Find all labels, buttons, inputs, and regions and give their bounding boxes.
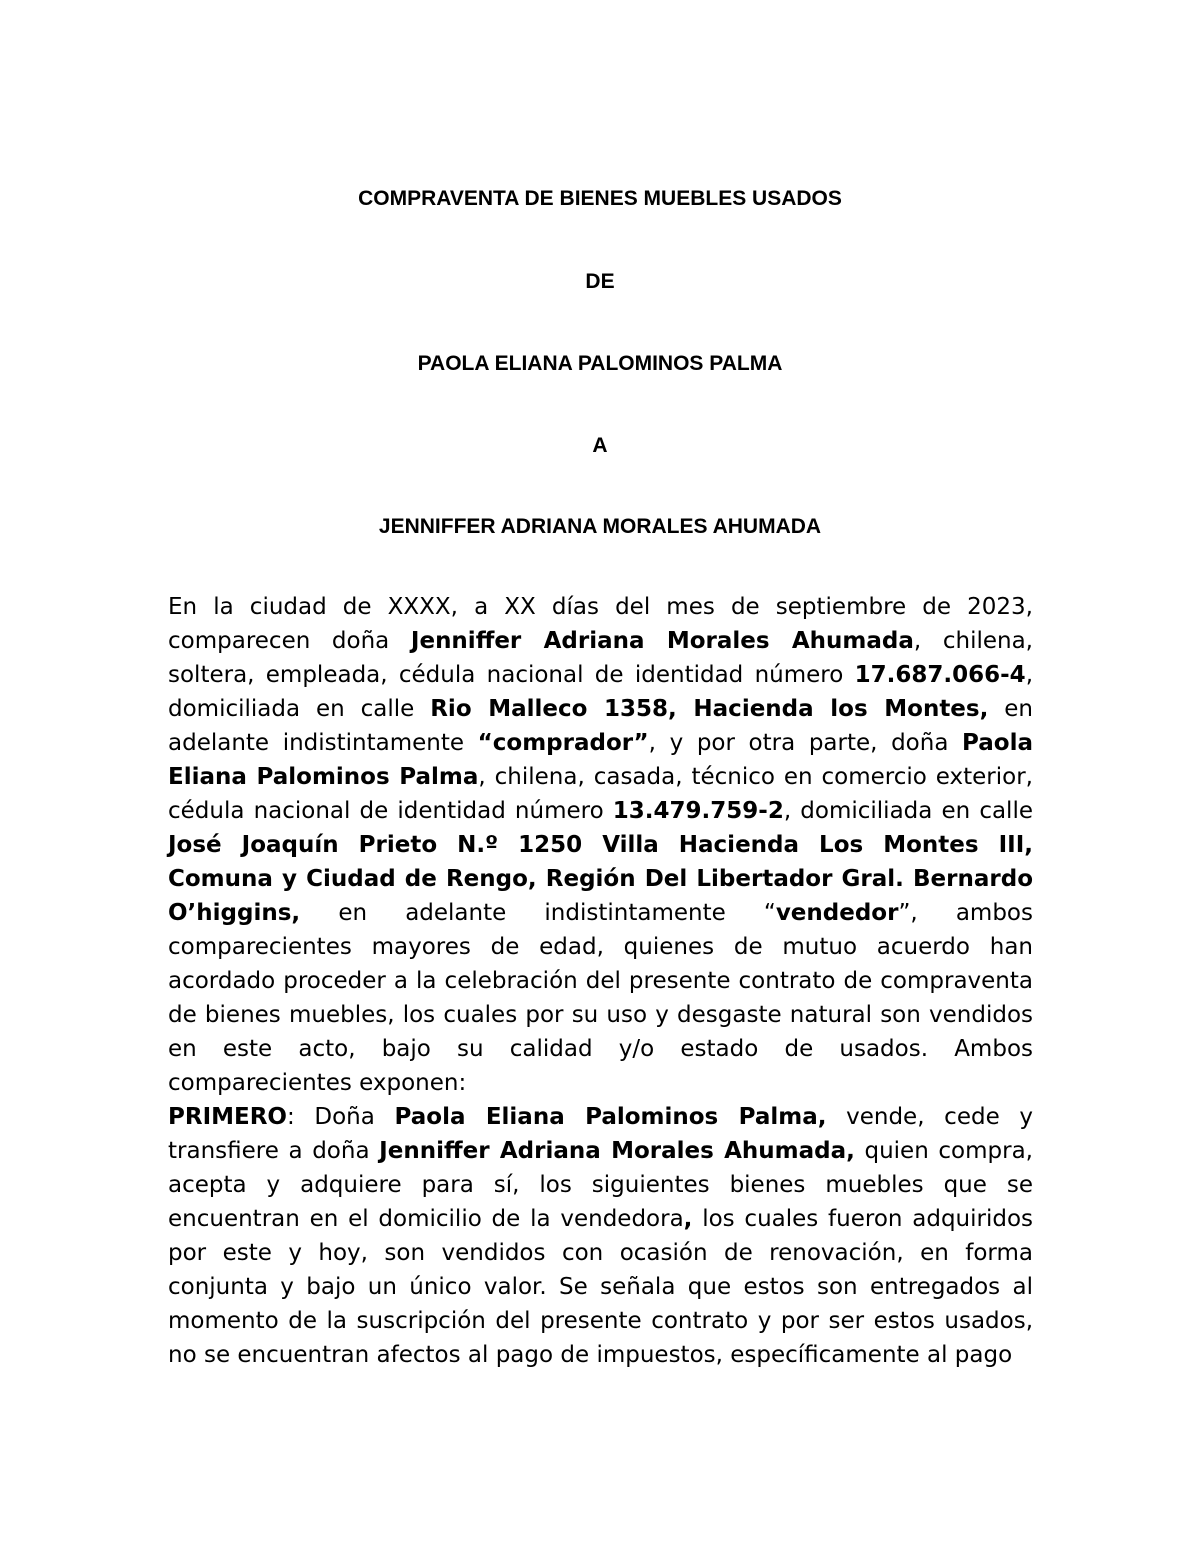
text-run: En la ciudad de XXXX, a XX días del mes de septiembre de 2023, comparecen doña bbox=[168, 594, 1033, 654]
bold-text-run: Jenniffer Adriana Morales Ahumada, bbox=[379, 1138, 855, 1164]
bold-text-run: 13.479.759-2 bbox=[612, 798, 784, 824]
document-title: COMPRAVENTA DE BIENES MUEBLES USADOS bbox=[358, 187, 842, 210]
title-connector-de: DE bbox=[585, 270, 615, 293]
intro-paragraph bbox=[168, 590, 1033, 1100]
text-run: quien compra, acepta y adquiere para sí, los siguientes bienes muebles que se encuentran en el domicilio de la vendedora bbox=[168, 1138, 1033, 1232]
bold-text-run: 17.687.066-4 bbox=[854, 662, 1026, 688]
bold-text-run: Paola Eliana Palominos Palma, bbox=[394, 1104, 827, 1130]
buyer-name-heading: JENNIFFER ADRIANA MORALES AHUMADA bbox=[378, 515, 822, 538]
clause-primero-paragraph bbox=[168, 1100, 1033, 1372]
text-run: vende, cede y transfiere a doña bbox=[168, 1104, 1033, 1164]
seller-name-heading: PAOLA ELIANA PALOMINOS PALMA bbox=[417, 352, 783, 375]
bold-text-run: Paola Eliana Palominos Palma bbox=[168, 730, 1033, 790]
bold-text-run: “comprador” bbox=[477, 730, 649, 756]
text-run: , chilena, soltera, empleada, cédula nacional de identidad número bbox=[168, 628, 1033, 688]
bold-text-run: Rio Malleco 1358, Hacienda los Montes, bbox=[430, 696, 989, 722]
text-run: ”, ambos comparecientes mayores de edad, quienes de mutuo acuerdo han acordado proceder a la celebración del presente contrato de compraventa de bienes muebles, los cuales por su uso y desgaste natural son vendidos en este acto, bajo su calidad y/o estado de usados. Ambos comparecientes exponen: bbox=[168, 900, 1033, 1096]
text-run: , chilena, casada, técnico en comercio exterior, cédula nacional de identidad número bbox=[168, 764, 1033, 824]
bold-text-run: , bbox=[683, 1206, 693, 1232]
text-run: , y por otra parte, doña bbox=[648, 730, 963, 756]
bold-text-run: vendedor bbox=[775, 900, 899, 926]
text-run: en adelante indistintamente bbox=[168, 696, 1033, 756]
contract-body bbox=[168, 590, 1033, 1372]
bold-text-run: José Joaquín Prieto N.º 1250 Villa Hacienda Los Montes III, Comuna y Ciudad de Rengo, Región Del Libertador Gral. Bernardo O’higgins, bbox=[168, 832, 1033, 926]
text-run: , domiciliada en calle bbox=[168, 662, 1033, 722]
text-run: : Doña bbox=[287, 1104, 395, 1130]
title-connector-a: A bbox=[592, 434, 608, 457]
bold-text-run: Jenniffer Adriana Morales Ahumada bbox=[410, 628, 914, 654]
text-run: en adelante indistintamente “ bbox=[300, 900, 776, 926]
text-run: los cuales fueron adquiridos por este y hoy, son vendidos con ocasión de renovación, en forma conjunta y bajo un único valor. Se señala que estos son entregados al momento de la suscripción del presente contrato y por ser estos usados, no se encuentran afectos al pago de impuestos, específicamente al pago bbox=[168, 1206, 1034, 1368]
text-run: , domiciliada en calle bbox=[783, 798, 1033, 824]
bold-text-run: PRIMERO bbox=[168, 1104, 287, 1130]
